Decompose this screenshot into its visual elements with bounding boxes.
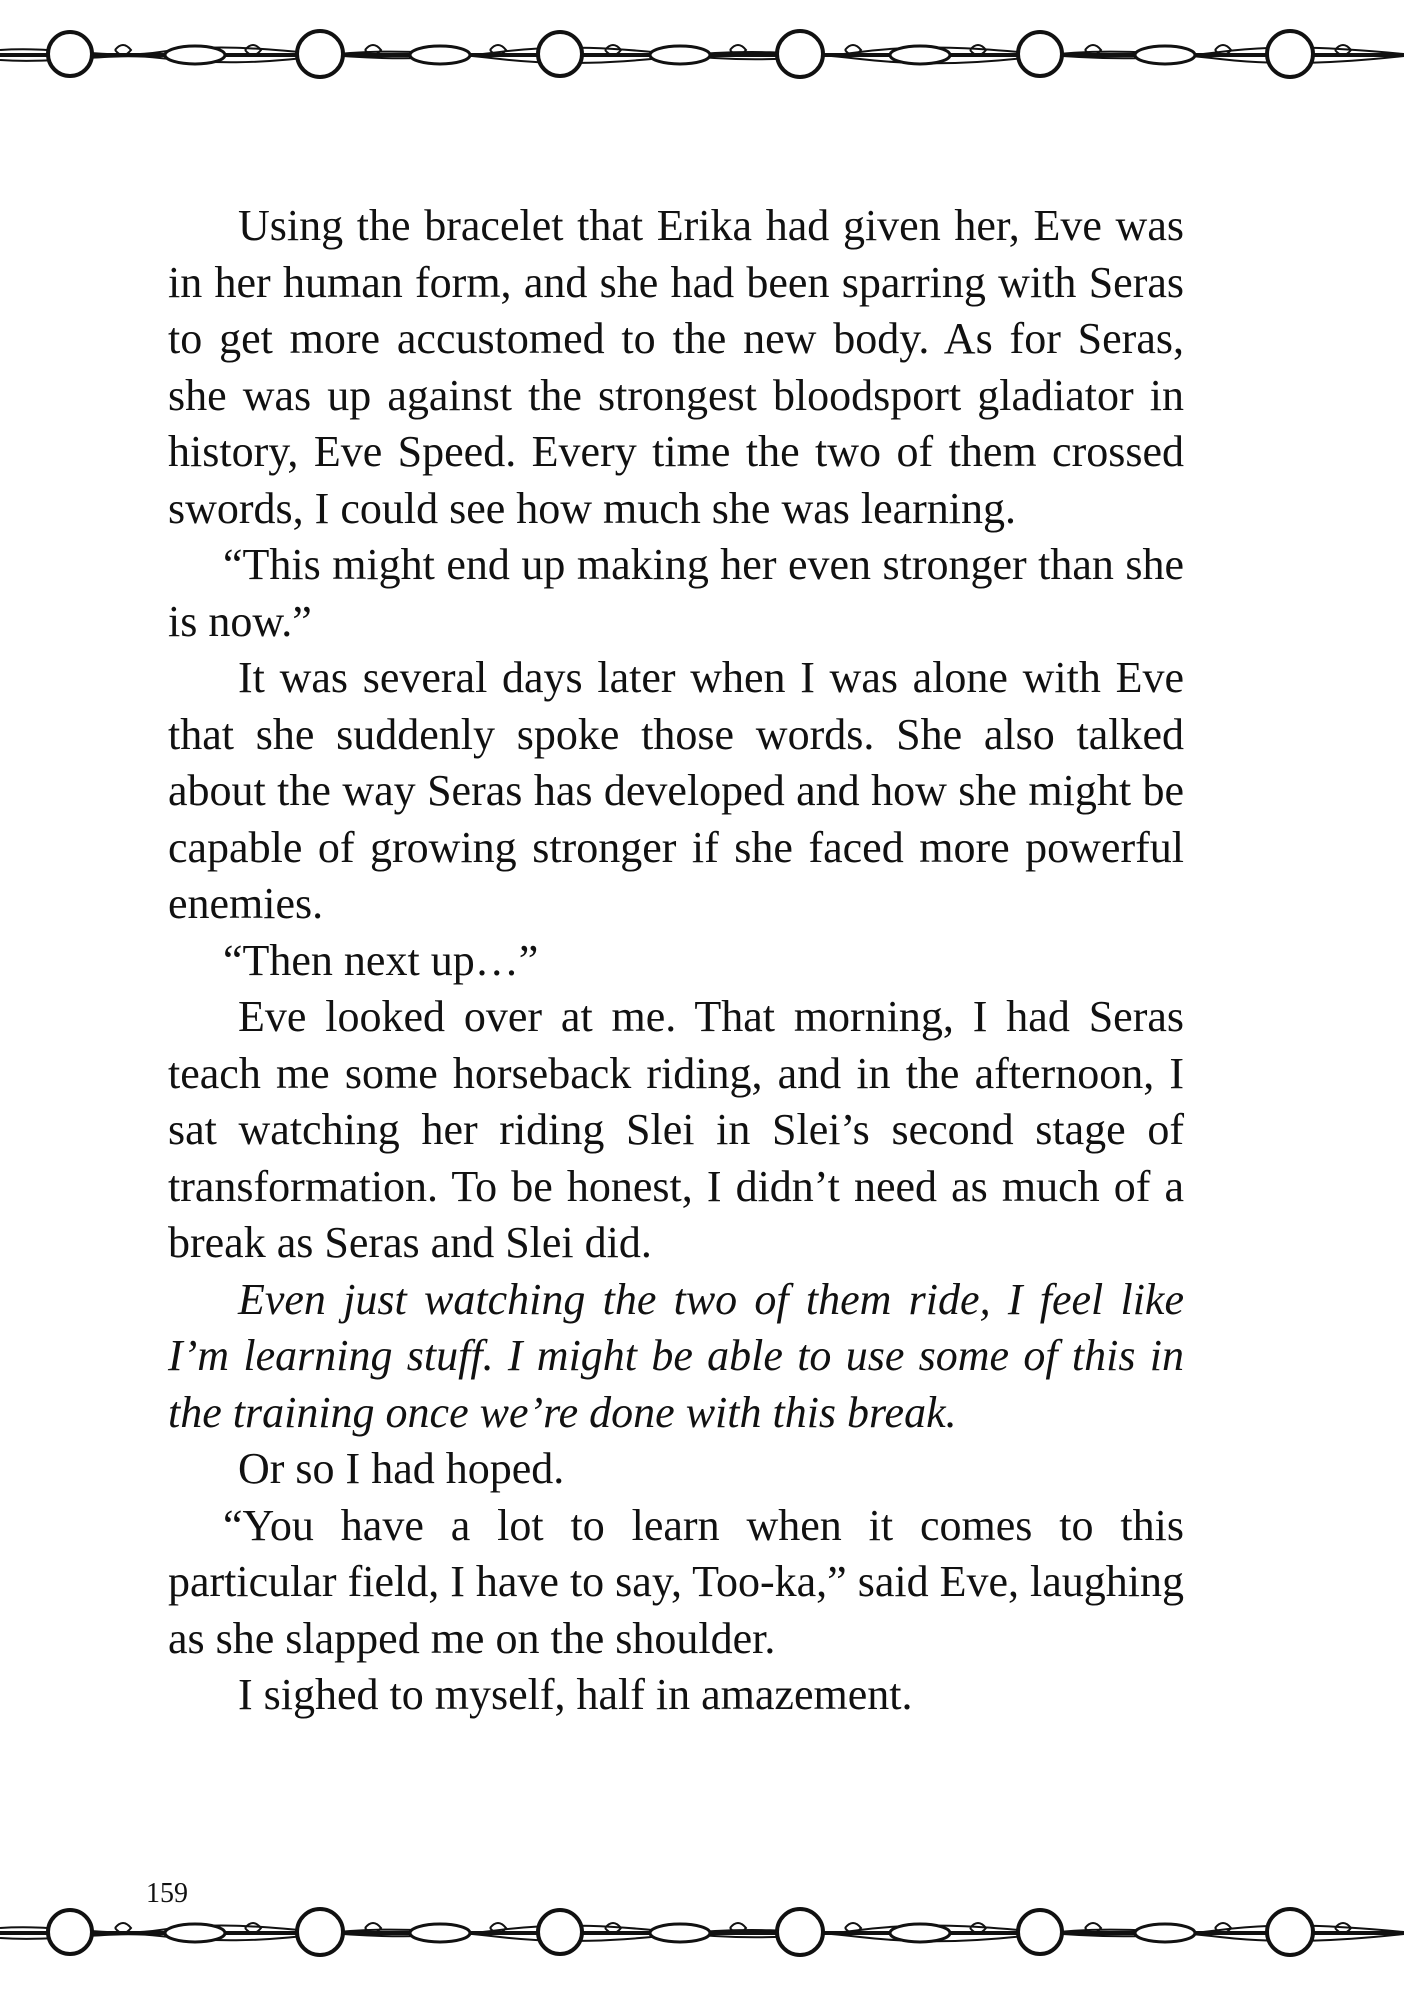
page-number: 159 bbox=[146, 1878, 188, 1909]
paragraph-8: “You have a lot to learn when it comes to this particular field, I have to say, Too-ka,” said Eve, laughing as she slapped me on the shoulder. bbox=[168, 1500, 1184, 1663]
body-text bbox=[168, 198, 1184, 1724]
paragraph-3: It was several days later when I was alone with Eve that she suddenly spoke those words. She also talked about the way Seras has developed and how she might be capable of growing stronger if she faced more powerful enemies. bbox=[168, 653, 1184, 928]
paragraph-6-inner-thought: Even just watching the two of them ride, I feel like I’m learning stuff. I might be able to use some of this in the training once we’re done with this break. bbox=[168, 1274, 1184, 1437]
top-chain-border bbox=[0, 10, 1404, 100]
paragraph-4: “Then next up…” bbox=[223, 935, 539, 985]
paragraph-7: Or so I had hoped. bbox=[238, 1444, 565, 1493]
bottom-chain-border bbox=[0, 1888, 1404, 1978]
paragraph-1: Using the bracelet that Erika had given her, Eve was in her human form, and she had been sparring with Seras to get more accustomed to the new body. As for Seras, she was up against the strongest bloodsport gladiator in history, Eve Speed. Every time the two of them crossed swords, I could see how much she was learning. bbox=[168, 201, 1184, 533]
paragraph-5: Eve looked over at me. That morning, I had Seras teach me some horseback riding, and in the afternoon, I sat watching her riding Slei in Slei’s second stage of transformation. To be honest, I didn’t need as much of a break as Seras and Slei did. bbox=[168, 992, 1184, 1267]
paragraph-9: I sighed to myself, half in amazement. bbox=[238, 1670, 913, 1719]
paragraph-2: “This might end up making her even stronger than she is now.” bbox=[168, 540, 1184, 646]
